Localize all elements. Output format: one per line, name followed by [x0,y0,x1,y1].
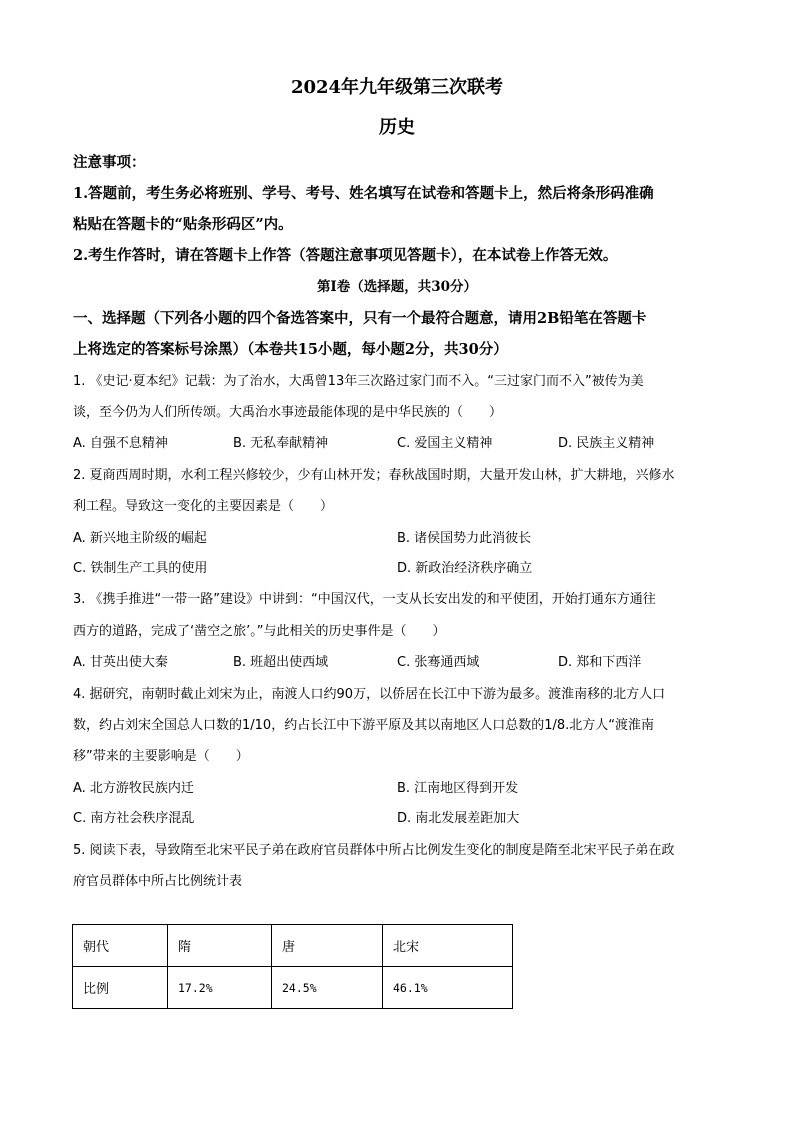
table-header-cell: 隋 [168,925,272,967]
q5-stem-line-1: 5. 阅读下表，导致隋至北宋平民子弟在政府官员群体中所占比例发生变化的制度是隋至北宋平民子弟在政 [73,843,675,858]
table-header-cell: 朝代 [73,925,168,967]
q5-stem-line-2: 府官员群体中所占比例统计表 [73,874,243,889]
q4-option-b: B. 江南地区得到开发 [397,781,519,796]
q3-stem-line-1: 3. 《携手推进“一带一路”建设》中讲到：“中国汉代，一支从长安出发的和平使团，开始打通东方通往 [73,592,656,607]
q2-option-c: C. 铁制生产工具的使用 [73,561,208,576]
q1-option-c: C. 爱国主义精神 [397,436,493,451]
q2-option-b: B. 诸侯国势力此消彼长 [397,531,532,546]
table-row-label: 比例 [73,967,168,1009]
table-header-cell: 北宋 [383,925,513,967]
q4-option-c: C. 南方社会秩序混乱 [73,811,195,826]
table-header-cell: 唐 [272,925,383,967]
q2-stem-line-2: 利工程。导致这一变化的主要因素是（ ） [73,499,334,514]
notes-heading: 注意事项： [73,154,146,171]
q1-stem-line-1: 1. 《史记·夏本纪》记载：为了治水，大禹曾13年三次路过家门而不入。“三过家门而不入”被传为美 [73,374,644,389]
q4-stem-line-2: 数，约占刘宋全国总人口数的1/10，约占长江中下游平原及其以南地区人口总数的1/8.北方人“渡淮南 [73,718,654,733]
officials-ratio-table [72,924,513,1009]
q2-option-d: D. 新政治经济秩序确立 [397,561,533,576]
table-cell: 17.2% [168,967,272,1009]
notes-line-2: 2.考生作答时，请在答题卡上作答（答题注意事项见答题卡），在本试卷上作答无效。 [73,247,618,264]
section-instruction-b: 上将选定的答案标号涂黑）（本卷共15小题，每小题2分，共30分） [73,341,508,358]
notes-line-1b: 粘贴在答题卡的“贴条形码区”内。 [73,216,293,233]
q1-option-d: D. 民族主义精神 [558,436,655,451]
q4-option-d: D. 南北发展差距加大 [397,811,520,826]
q3-option-b: B. 班超出使西域 [233,655,329,670]
q1-option-a: A. 自强不息精神 [73,436,168,451]
q3-option-a: A. 甘英出使大秦 [73,655,168,670]
q1-stem-line-2: 谈，至今仍为人们所传颂。大禹治水事迹最能体现的是中华民族的（ ） [73,405,503,420]
table-cell: 24.5% [272,967,383,1009]
q1-option-b: B. 无私奉献精神 [233,436,329,451]
notes-line-1a: 1.答题前，考生务必将班别、学号、考号、姓名填写在试卷和答题卡上，然后将条形码准确 [73,185,654,202]
table-row [73,967,513,1009]
section-instruction-a: 一、选择题（下列各小题的四个备选答案中，只有一个最符合题意，请用2B铅笔在答题卡 [73,310,647,327]
q4-stem-line-3: 移”带来的主要影响是（ ） [73,749,249,764]
subject-title: 历史 [379,117,415,138]
table-cell: 46.1% [383,967,513,1009]
table-header-row [73,925,513,967]
q2-option-a: A. 新兴地主阶级的崛起 [73,531,207,546]
q4-stem-line-1: 4. 据研究，南朝时截止刘宋为止，南渡人口约90万，以侨居在长江中下游为最多。渡淮南移的北方人口 [73,687,666,702]
exam-title: 2024年九年级第三次联考 [290,77,504,98]
q3-option-c: C. 张骞通西域 [397,655,480,670]
q4-option-a: A. 北方游牧民族内迁 [73,781,194,796]
q3-stem-line-2: 西方的道路，完成了‘凿空之旅’。”与此相关的历史事件是（ ） [73,624,446,639]
q3-option-d: D. 郑和下西洋 [558,655,642,670]
q2-stem-line-1: 2. 夏商西周时期，水利工程兴修较少，少有山林开发；春秋战国时期，大量开发山林，扩大耕地，兴修水 [73,468,675,483]
section-title: 第Ⅰ卷（选择题，共30分） [316,279,478,295]
